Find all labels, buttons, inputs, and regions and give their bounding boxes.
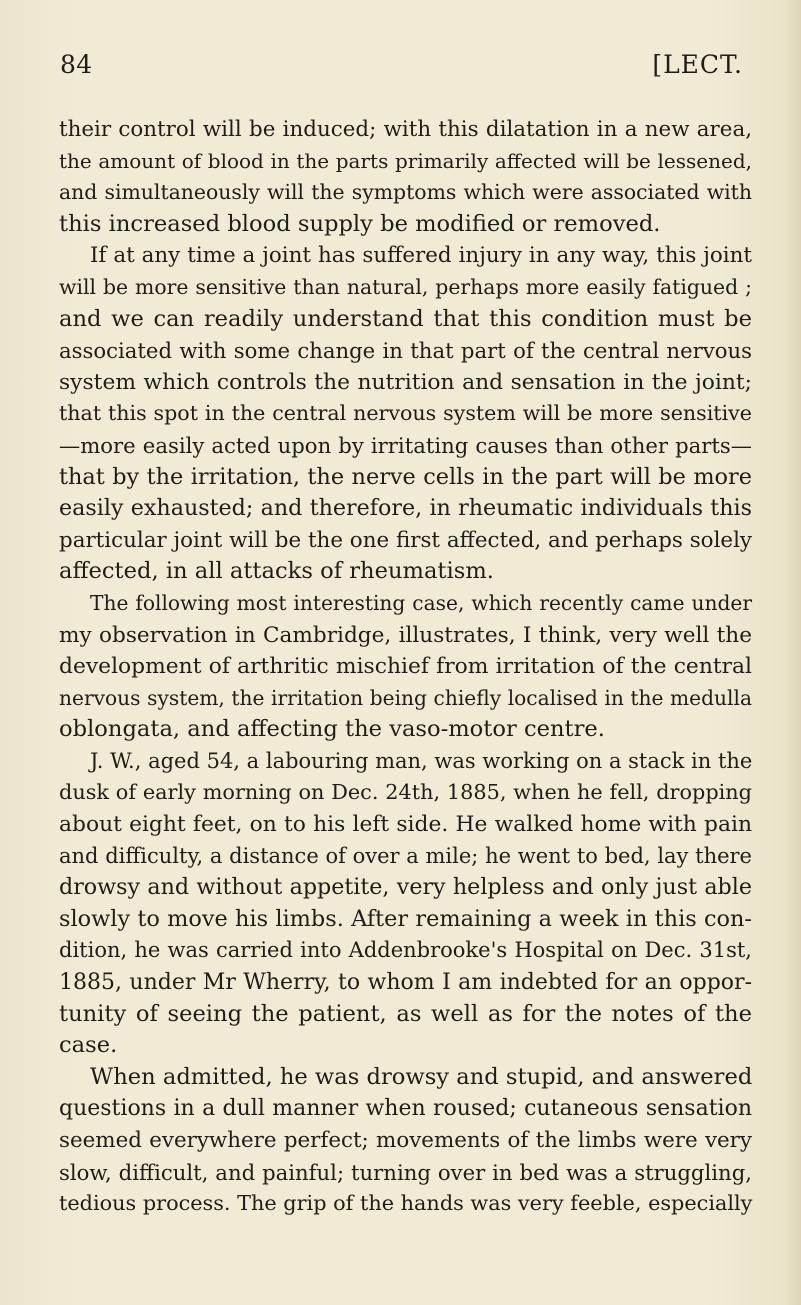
text-line: case. bbox=[59, 1032, 118, 1059]
text-line: about eight feet, on to his left side. He walked home with pain bbox=[59, 812, 752, 838]
text-line: —more easily acted upon by irritating causes than other parts— bbox=[59, 432, 752, 458]
text-line: tunity of seeing the patient, as well as for the notes of the bbox=[59, 1000, 752, 1027]
text-line: system which controls the nutrition and sensation in the joint; bbox=[59, 369, 752, 395]
text-line: tedious process. The grip of the hands was very feeble, especially bbox=[59, 1191, 753, 1216]
text-line: associated with some change in that part of the central nervous bbox=[59, 338, 752, 364]
text-line: questions in a dull manner when roused; cutaneous sensation bbox=[59, 1096, 752, 1122]
text-line: slow, difficult, and painful; turning over in bed was a struggling, bbox=[59, 1159, 752, 1185]
text-line: particular joint will be the one first affected, and perhaps solely bbox=[59, 527, 752, 553]
page-edge-shadow bbox=[783, 0, 801, 1305]
text-line: and we can readily understand that this condition must be bbox=[59, 305, 752, 332]
text-line: dition, he was carried into Addenbrooke's Hospital on Dec. 31st, bbox=[59, 938, 752, 963]
text-line: this increased blood supply be modified or removed. bbox=[59, 210, 661, 237]
text-line: The following most interesting case, which recently came under bbox=[90, 590, 752, 615]
page-header bbox=[60, 50, 743, 90]
text-line: and difficulty, a distance of over a mile; he went to bed, lay there bbox=[59, 843, 752, 868]
text-line: slowly to move his limbs. After remaining a week in this con- bbox=[59, 905, 752, 932]
text-line: If at any time a joint has suffered injury in any way, this joint bbox=[90, 243, 752, 269]
text-line: nervous system, the irritation being chiefly localised in the medulla bbox=[59, 685, 752, 710]
text-line: When admitted, he was drowsy and stupid, and answered bbox=[90, 1063, 753, 1090]
text-line: will be more sensitive than natural, perhaps more easily fatigued ; bbox=[59, 274, 752, 299]
text-line: 1885, under Mr Wherry, to whom I am indebted for an oppor- bbox=[59, 970, 752, 996]
text-line: that this spot in the central nervous system will be more sensitive bbox=[59, 401, 752, 426]
text-line: seemed everywhere perfect; movements of the limbs were very bbox=[59, 1128, 752, 1153]
text-line: their control will be induced; with this dilatation in a new area, bbox=[59, 117, 752, 142]
text-line: oblongata, and affecting the vaso-motor centre. bbox=[59, 716, 605, 743]
text-line: that by the irritation, the nerve cells in the part will be more bbox=[59, 463, 752, 490]
page-number: 84 bbox=[60, 50, 93, 79]
text-line: dusk of early morning on Dec. 24th, 1885, when he fell, dropping bbox=[59, 780, 752, 805]
text-line: drowsy and without appetite, very helpless and only just able bbox=[59, 874, 752, 901]
text-line: and simultaneously will the symptoms which were associated with bbox=[59, 180, 752, 205]
text-line: the amount of blood in the parts primarily affected will be lessened, bbox=[59, 148, 752, 173]
body-text bbox=[59, 114, 752, 1220]
text-line: J. W., aged 54, a labouring man, was working on a stack in the bbox=[90, 748, 753, 773]
text-line: development of arthritic mischief from irritation of the central bbox=[59, 654, 752, 680]
text-line: affected, in all attacks of rheumatism. bbox=[59, 558, 494, 585]
running-head: [LECT. bbox=[652, 50, 743, 79]
text-line: my observation in Cambridge, illustrates, I think, very well the bbox=[59, 622, 752, 648]
text-line: easily exhausted; and therefore, in rheumatic individuals this bbox=[59, 495, 752, 522]
